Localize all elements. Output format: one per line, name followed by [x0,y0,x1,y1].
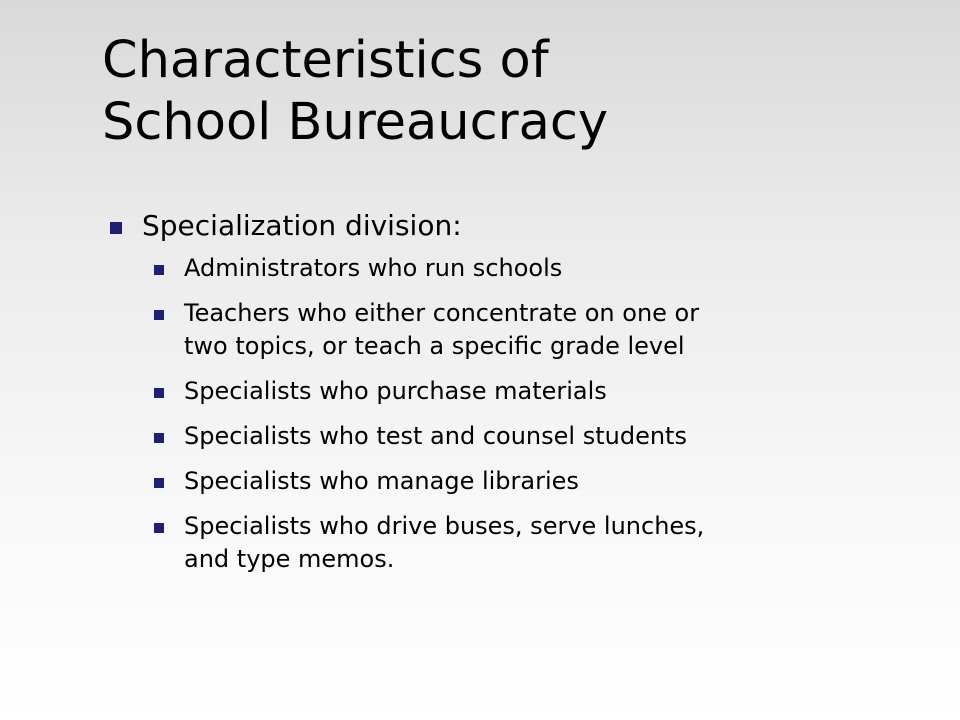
sub-bullet-text: two topics, or teach a specific grade level [184,332,685,360]
sub-bullet-item [154,375,908,408]
sub-bullet-list [108,252,908,576]
slide-title [102,30,882,154]
square-bullet-icon [154,433,164,443]
square-bullet-icon [154,478,164,488]
slide-title-line: School Bureaucracy [102,93,609,152]
main-bullet-text: Specialization division: [142,209,462,242]
sub-bullet-text: Specialists who drive buses, serve lunches, [184,512,705,540]
square-bullet-icon [154,265,164,275]
bullet-list [108,206,908,588]
main-bullet [108,206,908,246]
sub-bullet-text: Specialists who purchase materials [184,377,607,405]
square-bullet-icon [110,222,122,234]
square-bullet-icon [154,523,164,533]
sub-bullet-text: Specialists who manage libraries [184,467,579,495]
sub-bullet-text: Teachers who either concentrate on one or [184,299,700,327]
square-bullet-icon [154,310,164,320]
sub-bullet-item [154,420,908,453]
sub-bullet-item [154,252,908,285]
sub-bullet-item [154,297,908,363]
sub-bullet-text: and type memos. [184,545,395,573]
slide-title-line: Characteristics of [102,31,549,90]
square-bullet-icon [154,388,164,398]
sub-bullet-text: Specialists who test and counsel students [184,422,687,450]
sub-bullet-item [154,465,908,498]
sub-bullet-item [154,510,908,576]
sub-bullet-text: Administrators who run schools [184,254,563,282]
